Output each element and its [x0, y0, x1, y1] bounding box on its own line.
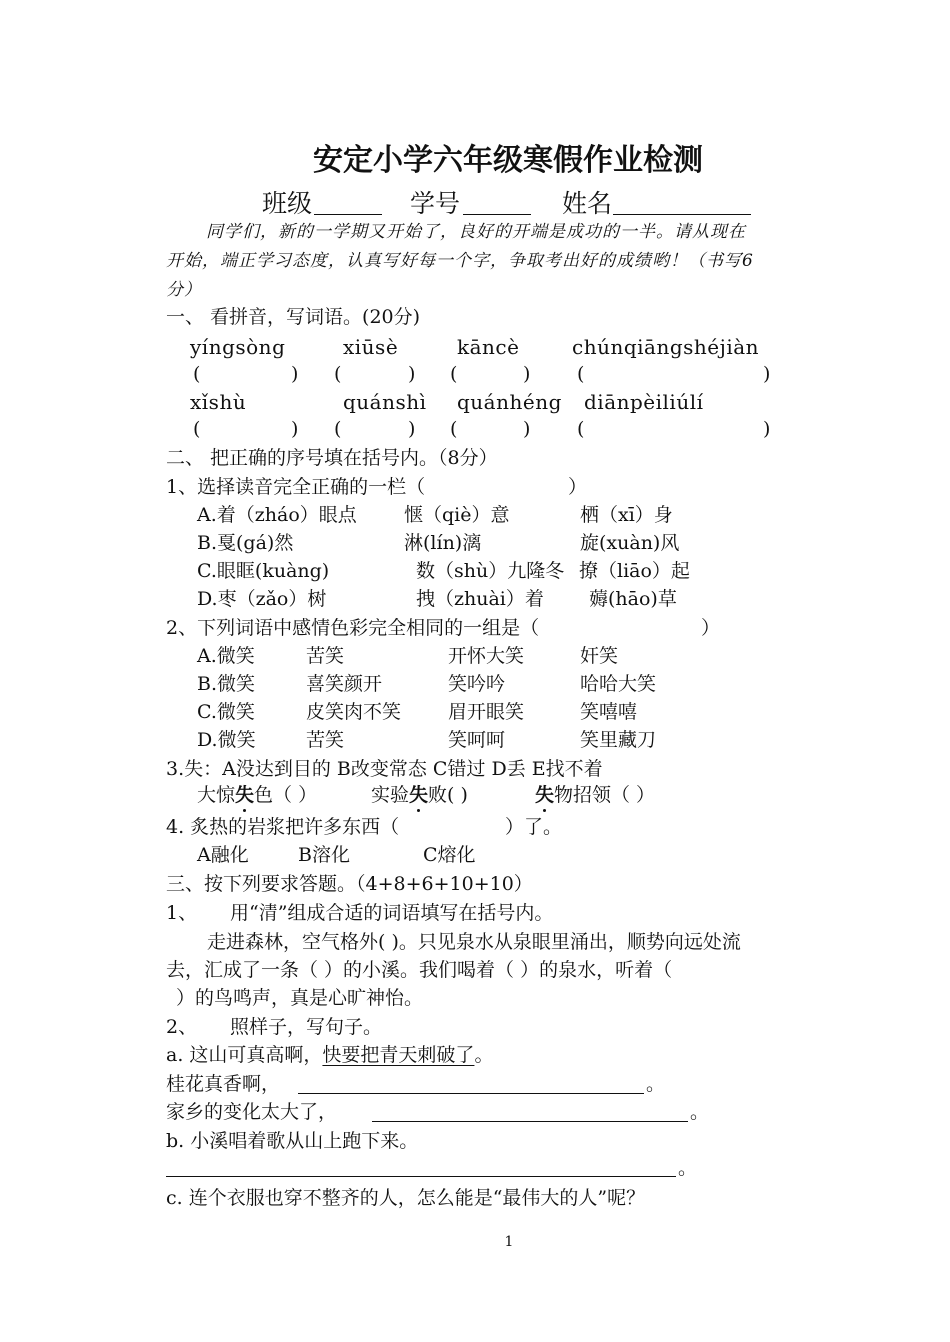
- q2-option-a-1: A.微笑: [197, 645, 255, 667]
- intro-line-1: 同学们，新的一学期又开始了，良好的开端是成功的一半。请从现在: [206, 222, 746, 242]
- s3-q1-passage-3: ）的鸟鸣声，真是心旷神怡。: [176, 987, 424, 1009]
- q3-key-char: 失: [409, 784, 429, 806]
- section-1-heading: 一、 看拼音，写词语。(20分): [166, 306, 421, 328]
- answer-period: 。: [646, 1073, 666, 1095]
- q4-option-b: B溶化: [298, 844, 350, 866]
- answer-paren-close: ): [763, 363, 771, 385]
- answer-paren-close: ): [763, 418, 771, 440]
- prompt-osmanthus: 桂花真香啊，: [166, 1073, 281, 1095]
- student-number-blank: [463, 188, 531, 215]
- example-a-post: 。: [474, 1044, 494, 1066]
- pinyin-8: diānpèiliúlí: [584, 390, 704, 414]
- q1-option-a-2: 惬（qiè）意: [404, 504, 510, 526]
- q1-option-a-1: A.着（zháo）眼点: [197, 504, 357, 526]
- q4-option-a: A融化: [197, 844, 249, 866]
- q1-option-a-3: 栖（xī）身: [580, 504, 673, 526]
- section-3-heading: 三、按下列要求答题。（4+8+6+10+10）: [166, 873, 533, 895]
- answer-line[interactable]: [372, 1121, 688, 1122]
- q2-option-d-4: 笑里藏刀: [580, 729, 657, 751]
- q2-option-c-4: 笑嘻嘻: [580, 701, 638, 723]
- q1-option-b-3: 旋(xuàn)风: [580, 532, 680, 554]
- pinyin-7: quánhéng: [457, 390, 562, 414]
- answer-paren-close: ): [291, 363, 299, 385]
- answer-paren-close: ): [523, 418, 531, 440]
- pinyin-5: xǐshù: [190, 390, 247, 414]
- q2-option-b-3: 笑吟吟: [448, 673, 506, 695]
- answer-paren-close: ): [408, 363, 416, 385]
- page-number: 1: [504, 1234, 514, 1250]
- q3-phrase-2-post: 败( ): [428, 784, 468, 806]
- q1-paren-close: ）: [568, 476, 588, 498]
- s3-q2-label: 2、: [166, 1016, 198, 1038]
- q2-option-a-3: 开怀大笑: [448, 645, 525, 667]
- q1-stem: 1、选择读音完全正确的一栏（: [166, 476, 426, 498]
- answer-line[interactable]: [298, 1093, 644, 1094]
- answer-paren-open: (: [193, 363, 201, 385]
- class-label: 班级: [262, 189, 313, 218]
- answer-paren-open: (: [334, 363, 342, 385]
- pinyin-4: chúnqiāngshéjiàn: [572, 335, 760, 359]
- q2-option-d-2: 苦笑: [306, 729, 345, 751]
- answer-paren-close: ): [291, 418, 299, 440]
- q2-stem: 2、下列词语中感情色彩完全相同的一组是（: [166, 617, 540, 639]
- example-a: [166, 1043, 493, 1067]
- q1-option-c-2: 数（shù）九隆冬: [416, 560, 565, 582]
- q3-key-char: 失: [535, 784, 555, 806]
- name-blank: [613, 188, 751, 215]
- q2-option-d-1: D.微笑: [197, 729, 256, 751]
- q3-stem: 3.失：A没达到目的 B改变常态 C错过 D丢 E找不着: [166, 758, 603, 780]
- q3-phrase-2: [371, 783, 468, 807]
- answer-paren-open: (: [334, 418, 342, 440]
- answer-paren-close: ): [408, 418, 416, 440]
- pinyin-2: xiūsè: [343, 335, 399, 359]
- pinyin-6: quánshì: [343, 390, 427, 414]
- q3-phrase-1-post: 色（ ）: [254, 784, 318, 806]
- answer-paren-open: (: [577, 418, 585, 440]
- s3-q1-text: 用“清”组成合适的词语填写在括号内。: [230, 902, 554, 924]
- q2-option-c-2: 皮笑肉不笑: [306, 701, 402, 723]
- s3-q1-passage-1: 走进森林，空气格外( )。只见泉水从泉眼里涌出，顺势向远处流: [207, 931, 741, 953]
- s3-q2-text: 照样子，写句子。: [230, 1016, 383, 1038]
- answer-paren-close: ): [523, 363, 531, 385]
- name-label: 姓名: [562, 189, 613, 218]
- s3-q1-label: 1、: [166, 902, 198, 924]
- q4-option-c: C熔化: [423, 844, 476, 866]
- q3-phrase-1-pre: 大惊: [197, 784, 236, 806]
- q4-stem: 4. 炙热的岩浆把许多东西（: [166, 816, 400, 838]
- example-b: b. 小溪唱着歌从山上跑下来。: [166, 1130, 419, 1152]
- q3-phrase-1: [197, 783, 317, 807]
- q1-option-d-2: 拽（zhuài）着: [416, 588, 544, 610]
- s3-q1-passage-2: 去，汇成了一条（ ）的小溪。我们喝着（ ）的泉水，听着（: [166, 959, 673, 981]
- class-blank: [314, 188, 382, 215]
- q2-option-a-2: 苦笑: [306, 645, 345, 667]
- student-number-label: 学号: [410, 189, 461, 218]
- intro-line-2: 开始，端正学习态度，认真写好每一个字，争取考出好的成绩哟！（书写6: [166, 251, 754, 271]
- q2-option-c-1: C.微笑: [197, 701, 255, 723]
- section-2-heading: 二、 把正确的序号填在括号内。（8分）: [166, 447, 498, 469]
- q1-option-b-1: B.戛(gá)然: [197, 532, 294, 554]
- q2-paren-close: ）: [701, 617, 721, 639]
- q1-option-c-1: C.眼眶(kuàng): [197, 560, 330, 582]
- q3-phrase-2-pre: 实验: [371, 784, 410, 806]
- q3-phrase-3: [535, 783, 655, 807]
- pinyin-3: kāncè: [457, 335, 520, 359]
- q3-phrase-3-post: 物招领（ ）: [554, 784, 656, 806]
- answer-paren-open: (: [193, 418, 201, 440]
- q1-option-d-3: 薅(hāo)草: [589, 588, 677, 610]
- answer-paren-open: (: [450, 363, 458, 385]
- answer-period: 。: [678, 1157, 698, 1179]
- pinyin-1: yíngsòng: [190, 335, 286, 359]
- answer-line[interactable]: [166, 1176, 676, 1177]
- answer-paren-open: (: [577, 363, 585, 385]
- q2-option-a-4: 奸笑: [580, 645, 619, 667]
- example-c: c. 连个衣服也穿不整齐的人，怎么能是“最伟大的人”呢？: [166, 1187, 646, 1209]
- prompt-hometown: 家乡的变化太大了，: [166, 1101, 338, 1123]
- q2-option-b-4: 哈哈大笑: [580, 673, 657, 695]
- q2-option-b-2: 喜笑颜开: [306, 673, 383, 695]
- q1-option-d-1: D.枣（zǎo）树: [197, 588, 327, 610]
- q2-option-d-3: 笑呵呵: [448, 729, 506, 751]
- answer-period: 。: [690, 1101, 710, 1123]
- q2-option-c-3: 眉开眼笑: [448, 701, 525, 723]
- page-title: 安定小学六年级寒假作业检测: [313, 143, 703, 178]
- answer-paren-open: (: [450, 418, 458, 440]
- intro-line-3: 分）: [166, 280, 202, 300]
- q1-option-b-2: 淋(lín)漓: [404, 532, 482, 554]
- q1-option-c-3: 撩（liāo）起: [579, 560, 690, 582]
- q2-option-b-1: B.微笑: [197, 673, 256, 695]
- q3-key-char: 失: [235, 784, 255, 806]
- example-a-underlined: 快要把青天刺破了: [322, 1044, 475, 1066]
- example-a-pre: a. 这山可真高啊，: [166, 1044, 323, 1066]
- q4-tail: ）了。: [505, 816, 563, 838]
